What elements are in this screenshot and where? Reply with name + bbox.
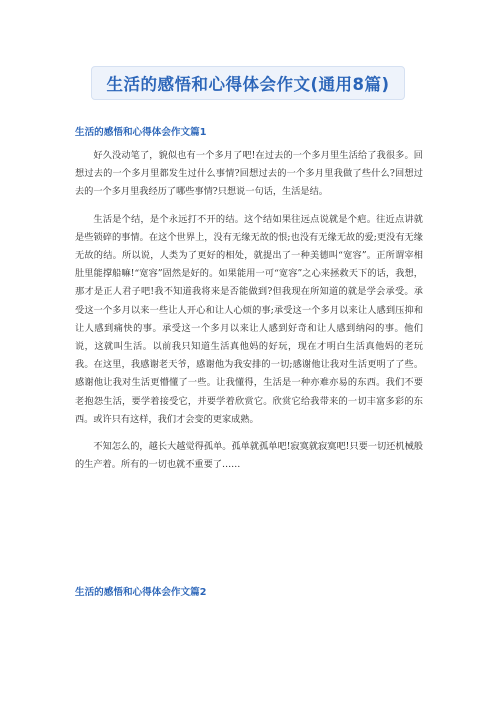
paragraph: 好久没动笔了，貌似也有一个多月了吧!在过去的一个多月里生活给了我很多。回想过去的一个多月里都发生过什么事情?回想过去的一个多月里我做了些什么?回想过去的一个多月里我经历了哪些事情?只想说一句话，生活是结。 <box>75 150 423 198</box>
section-heading-1: 生活的感悟和心得体会作文篇1 <box>75 127 207 138</box>
title-container <box>0 66 496 100</box>
section-heading-2: 生活的感悟和心得体会作文篇2 <box>75 587 207 598</box>
paragraph: 生活是个结，是个永远打不开的结。这个结如果往远点说就是个疤。往近点讲就是些锁碎的事情。在这个世界上，没有无缘无故的恨;也没有无缘无故的爱;更没有无缘无故的结。所以说，人类为了更好的相处，就提出了一种美德叫“宽容”。正所谓宰相肚里能撑船嘛!“宽容”固然是好的。如果能用一可“宽容”之心来拯救天下的话，我想，那才是正人君子吧!我不知道我将来是否能做到?但我现在所知道的就是学会承受。承受这一个多月以来一些让人开心和让人心烦的事;承受这一个多月以来让人感到压抑和让人感到痛快的事。承受这一个多月以来让人感到好奇和让人感到纳闷的事。他们说，这就叫生活。以前我只知道生活真他妈的好玩，现在才明白生活真他妈的老玩我。在这里，我感谢老天爷，感谢他为我安排的一切;感谢他让我对生活更明了了些。感谢他让我对生活更懵懂了一些。让我懂得，生活是一种亦难亦易的东西。我们不要老抱怨生活，要学着接受它，并要学着欣赏它。欣赏它给我带来的一切丰富多彩的东西。或许只有这样，我们才会变的更家成熟。 <box>75 213 423 425</box>
section-body-1 <box>75 147 423 483</box>
document-title: 生活的感悟和心得体会作文(通用8篇) <box>91 66 404 100</box>
paragraph: 不知怎么的，越长大越觉得孤单。孤单就孤单吧!寂寞就寂寞吧!只要一切还机械般的生产着。所有的一切也就不重要了…… <box>75 441 423 471</box>
